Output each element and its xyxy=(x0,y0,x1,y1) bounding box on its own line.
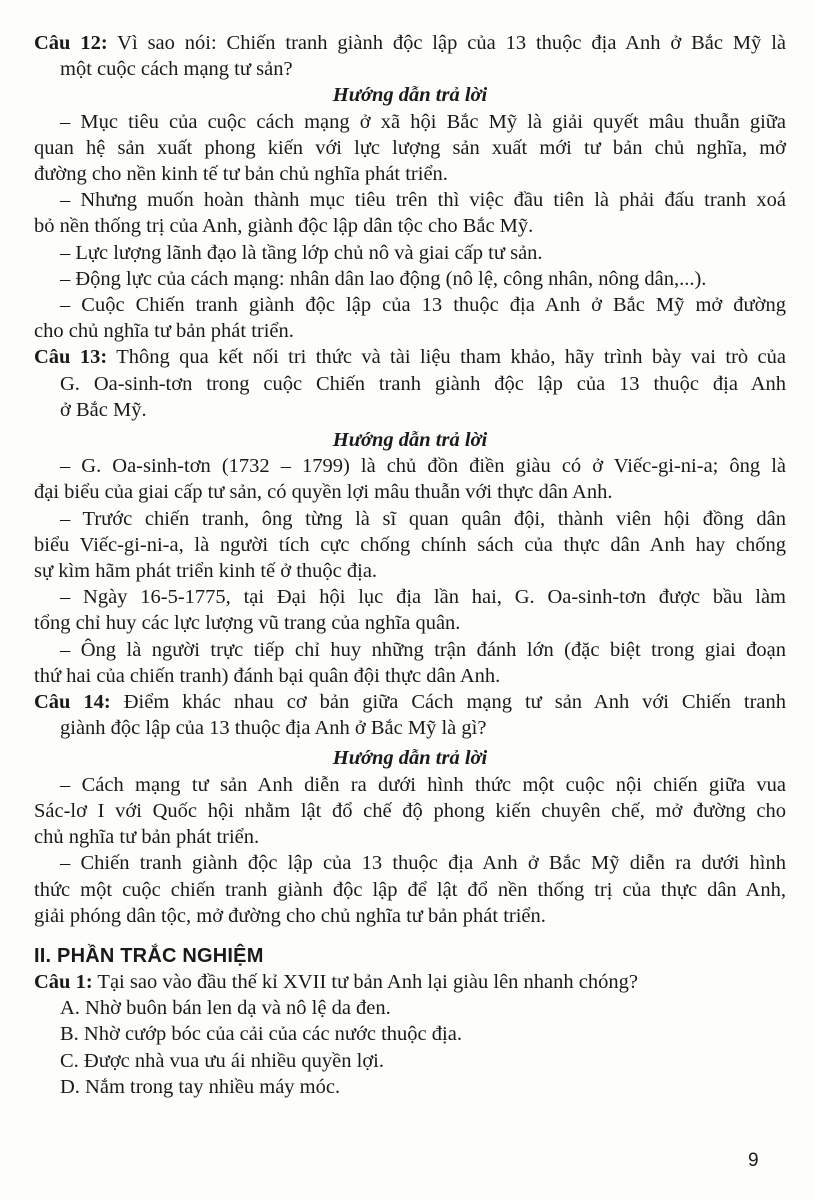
answer-line: thức một cuộc chiến tranh giành độc lập để lật đổ nền thống trị của thực dân Anh, xyxy=(34,878,786,901)
answer-paragraph xyxy=(34,637,786,689)
textbook-page xyxy=(34,30,786,1100)
answer-line: – Chiến tranh giành độc lập của 13 thuộc địa Anh ở Bắc Mỹ diễn ra dưới hình xyxy=(60,852,786,875)
section-title-multiple-choice: II. PHẦN TRẮC NGHIỆM xyxy=(34,944,264,967)
mc-question-1 xyxy=(34,969,786,1100)
answer-paragraph xyxy=(34,187,786,239)
question-14-label: Câu 14: xyxy=(34,691,111,714)
mc-option-b: B. Nhờ cướp bóc của cải của các nước thuộc địa. xyxy=(60,1023,462,1046)
answer-line: biểu Viếc-gi-ni-a, là người tích cực chống chính sách của thực dân Anh hay chống xyxy=(34,533,786,556)
question-13-label: Câu 13: xyxy=(34,346,108,369)
answer-guide-heading-14: Hướng dẫn trả lời xyxy=(332,747,488,770)
answer-paragraph xyxy=(34,240,786,266)
question-14-text: Điểm khác nhau cơ bản giữa Cách mạng tư sản Anh với Chiến tranh xyxy=(110,691,786,714)
answer-line: tổng chỉ huy các lực lượng vũ trang của nghĩa quân. xyxy=(34,612,461,635)
answer-line: chủ nghĩa tư bản phát triển. xyxy=(34,826,260,849)
question-13-text: Thông qua kết nối tri thức và tài liệu tham khảo, hãy trình bày vai trò của xyxy=(107,346,786,369)
answer-line: – Nhưng muốn hoàn thành mục tiêu trên thì việc đầu tiên là phải đấu tranh xoá xyxy=(60,189,786,212)
answer-paragraph xyxy=(34,772,786,851)
answer-line: – Động lực của cách mạng: nhân dân lao động (nô lệ, công nhân, nông dân,...). xyxy=(60,267,707,290)
answer-line: – G. Oa-sinh-tơn (1732 – 1799) là chủ đồn điền giàu có ở Viếc-gi-ni-a; ông là xyxy=(60,455,786,478)
answer-line: cho chủ nghĩa tư bản phát triển. xyxy=(34,320,294,343)
question-14-line-1 xyxy=(34,689,786,715)
page-number: 9 xyxy=(748,1150,759,1171)
question-13 xyxy=(34,344,786,689)
question-14-line-2: giành độc lập của 13 thuộc địa Anh ở Bắc Mỹ là gì? xyxy=(60,717,487,740)
question-12-label: Câu 12: xyxy=(34,32,108,54)
answer-guide-heading-12: Hướng dẫn trả lời xyxy=(332,84,488,107)
question-12 xyxy=(34,30,786,344)
answer-paragraph xyxy=(34,292,786,344)
answer-line: quan hệ sản xuất phong kiến với lực lượng sản xuất mới tư bản chủ nghĩa, mở xyxy=(34,136,786,159)
answer-list-14 xyxy=(34,772,786,929)
answer-paragraph xyxy=(34,506,786,585)
answer-line: đại biểu của giai cấp tư sản, có quyền lợi mâu thuẫn với thực dân Anh. xyxy=(34,481,613,504)
answer-paragraph xyxy=(34,584,786,636)
answer-line: – Cách mạng tư sản Anh diễn ra dưới hình thức một cuộc nội chiến giữa vua xyxy=(60,773,786,796)
answer-line: – Lực lượng lãnh đạo là tầng lớp chủ nô và giai cấp tư sản. xyxy=(60,241,543,264)
question-13-line-3: ở Bắc Mỹ. xyxy=(60,398,147,421)
mc-question-1-text: Tại sao vào đầu thế kỉ XVII tư bản Anh lại giàu lên nhanh chóng? xyxy=(92,970,638,993)
answer-line: sự kìm hãm phát triển kinh tế ở thuộc địa. xyxy=(34,560,378,583)
answer-line: – Mục tiêu của cuộc cách mạng ở xã hội Bắc Mỹ là giải quyết mâu thuẫn giữa xyxy=(60,110,786,133)
answer-line: Sác-lơ I với Quốc hội nhằm lật đổ chế độ phong kiến chuyên chế, mở đường cho xyxy=(34,799,786,822)
question-12-line-2: một cuộc cách mạng tư sản? xyxy=(60,58,293,81)
mc-option-a: A. Nhờ buôn bán len dạ và nô lệ da đen. xyxy=(60,997,391,1020)
mc-option-c: C. Được nhà vua ưu ái nhiều quyền lợi. xyxy=(60,1049,385,1072)
answer-line: thứ hai của chiến tranh) đánh bại quân đội thực dân Anh. xyxy=(34,664,501,687)
mc-question-1-label: Câu 1: xyxy=(34,970,93,993)
question-13-line-2: G. Oa-sinh-tơn trong cuộc Chiến tranh giành độc lập của 13 thuộc địa Anh xyxy=(60,372,786,395)
mc-question-1-stem xyxy=(34,969,786,995)
answer-line: – Trước chiến tranh, ông từng là sĩ quan quân đội, thành viên hội đồng dân xyxy=(60,507,786,530)
answer-line: đường cho nền kinh tế tư bản chủ nghĩa phát triển. xyxy=(34,163,448,186)
answer-paragraph xyxy=(34,453,786,505)
answer-guide-heading-13: Hướng dẫn trả lời xyxy=(332,429,488,452)
answer-line: – Ngày 16-5-1775, tại Đại hội lục địa lần hai, G. Oa-sinh-tơn được bầu làm xyxy=(60,586,786,609)
answer-paragraph xyxy=(34,850,786,929)
answer-list-12 xyxy=(34,109,786,345)
question-12-line-1 xyxy=(34,30,786,56)
question-12-text: Vì sao nói: Chiến tranh giành độc lập của 13 thuộc địa Anh ở Bắc Mỹ là xyxy=(107,32,786,54)
answer-paragraph xyxy=(34,266,786,292)
answer-list-13 xyxy=(34,453,786,689)
question-14 xyxy=(34,689,786,929)
answer-line: – Cuộc Chiến tranh giành độc lập của 13 thuộc địa Anh ở Bắc Mỹ mở đường xyxy=(60,294,786,317)
answer-line: giải phóng dân tộc, mở đường cho chủ nghĩa tư bản phát triển. xyxy=(34,904,546,927)
answer-paragraph xyxy=(34,109,786,188)
mc-option-d: D. Nắm trong tay nhiều máy móc. xyxy=(60,1075,341,1098)
question-13-line-1 xyxy=(34,344,786,370)
answer-line: bỏ nền thống trị của Anh, giành độc lập dân tộc cho Bắc Mỹ. xyxy=(34,215,534,238)
answer-line: – Ông là người trực tiếp chỉ huy những trận đánh lớn (đặc biệt trong giai đoạn xyxy=(60,638,786,661)
